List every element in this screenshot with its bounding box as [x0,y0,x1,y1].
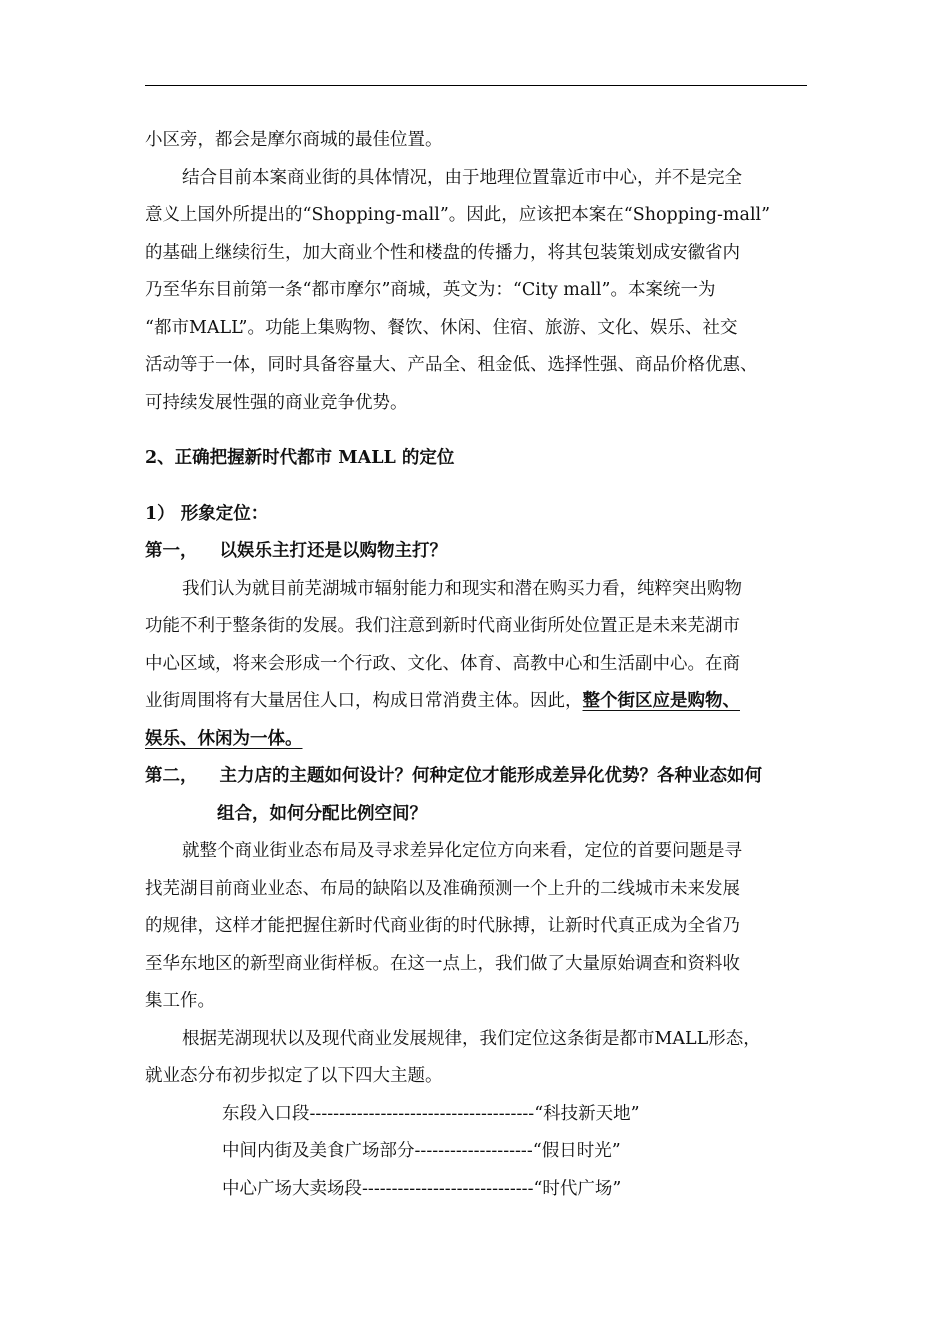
paragraph-line: 结合目前本案商业街的具体情况，由于地理位置靠近市中心，并不是完全 [182,167,742,188]
emphasis-text: 整个街区应是购物、 [582,691,740,711]
paragraph-line [145,683,820,721]
question-second [145,758,820,796]
header-rule [145,85,807,86]
document-body [145,122,820,1208]
question-text: 主力店的主题如何设计？何种定位才能形成差异化优势？各种业态如何 [219,766,762,786]
theme-item: 中心广场大卖场段-----------------------------“时代广场” [222,1178,622,1199]
paragraph-line: 根据芜湖现状以及现代商业发展规律，我们定位这条街是都市MALL形态， [182,1028,761,1049]
paragraph-line: 功能不利于整条街的发展。我们注意到新时代商业街所处位置正是未来芜湖市 [145,616,740,636]
paragraph-line: 就业态分布初步拟定了以下四大主题。 [145,1066,443,1086]
paragraph-line: 的规律，这样才能把握住新时代商业街的时代脉搏，让新时代真正成为全省乃 [145,916,740,936]
theme-item: 东段入口段--------------------------------------“科技新天地” [222,1103,640,1124]
question-first [145,533,820,571]
question-label: 第二， [145,766,198,786]
paragraph-line: 可持续发展性强的商业竞争优势。 [145,392,408,413]
question-label: 第一， [145,541,198,561]
paragraph-line [145,721,820,759]
paragraph-line: 小区旁，都会是摩尔商城的最佳位置。 [145,130,443,150]
paragraph-line: 乃至华东目前第一条“都市摩尔”商城，英文为：“City mall”。本案统一为 [145,280,716,300]
paragraph-line: 的基础上继续衍生，加大商业个性和楼盘的传播力，将其包装策划成安徽省内 [145,242,740,263]
paragraph-line: “都市MALL”。功能上集购物、餐饮、休闲、住宿、旅游、文化、娱乐、社交 [145,317,738,338]
paragraph-line: 找芜湖目前商业业态、布局的缺陷以及准确预测一个上升的二线城市未来发展 [145,878,740,899]
subsection-heading: 1） 形象定位： [145,503,269,524]
paragraph-line: 就整个商业街业态布局及寻求差异化定位方向来看，定位的首要问题是寻 [182,841,742,861]
question-text-continued: 组合，如何分配比例空间？ [217,803,427,824]
paragraph-line: 活动等于一体，同时具备容量大、产品全、租金低、选择性强、商品价格优惠、 [145,355,758,375]
paragraph-line: 中心区域，将来会形成一个行政、文化、体育、高教中心和生活副中心。在商 [145,653,740,674]
question-text: 以娱乐主打还是以购物主打？ [219,541,447,561]
paragraph-line: 意义上国外所提出的“Shopping-mall”。因此，应该把本案在“Shopping-mall” [145,205,771,225]
paragraph-line: 至华东地区的新型商业街样板。在这一点上，我们做了大量原始调查和资料收 [145,953,740,974]
emphasis-text: 娱乐、休闲为一体。 [145,728,303,749]
paragraph-line: 集工作。 [145,991,215,1011]
section-heading: 2、正确把握新时代都市 MALL 的定位 [145,448,455,468]
paragraph-text: 业街周围将有大量居住人口，构成日常消费主体。因此， [145,691,583,711]
paragraph-line: 我们认为就目前芜湖城市辐射能力和现实和潜在购买力看，纯粹突出购物 [182,578,742,599]
theme-item: 中间内街及美食广场部分--------------------“假日时光” [222,1141,621,1161]
